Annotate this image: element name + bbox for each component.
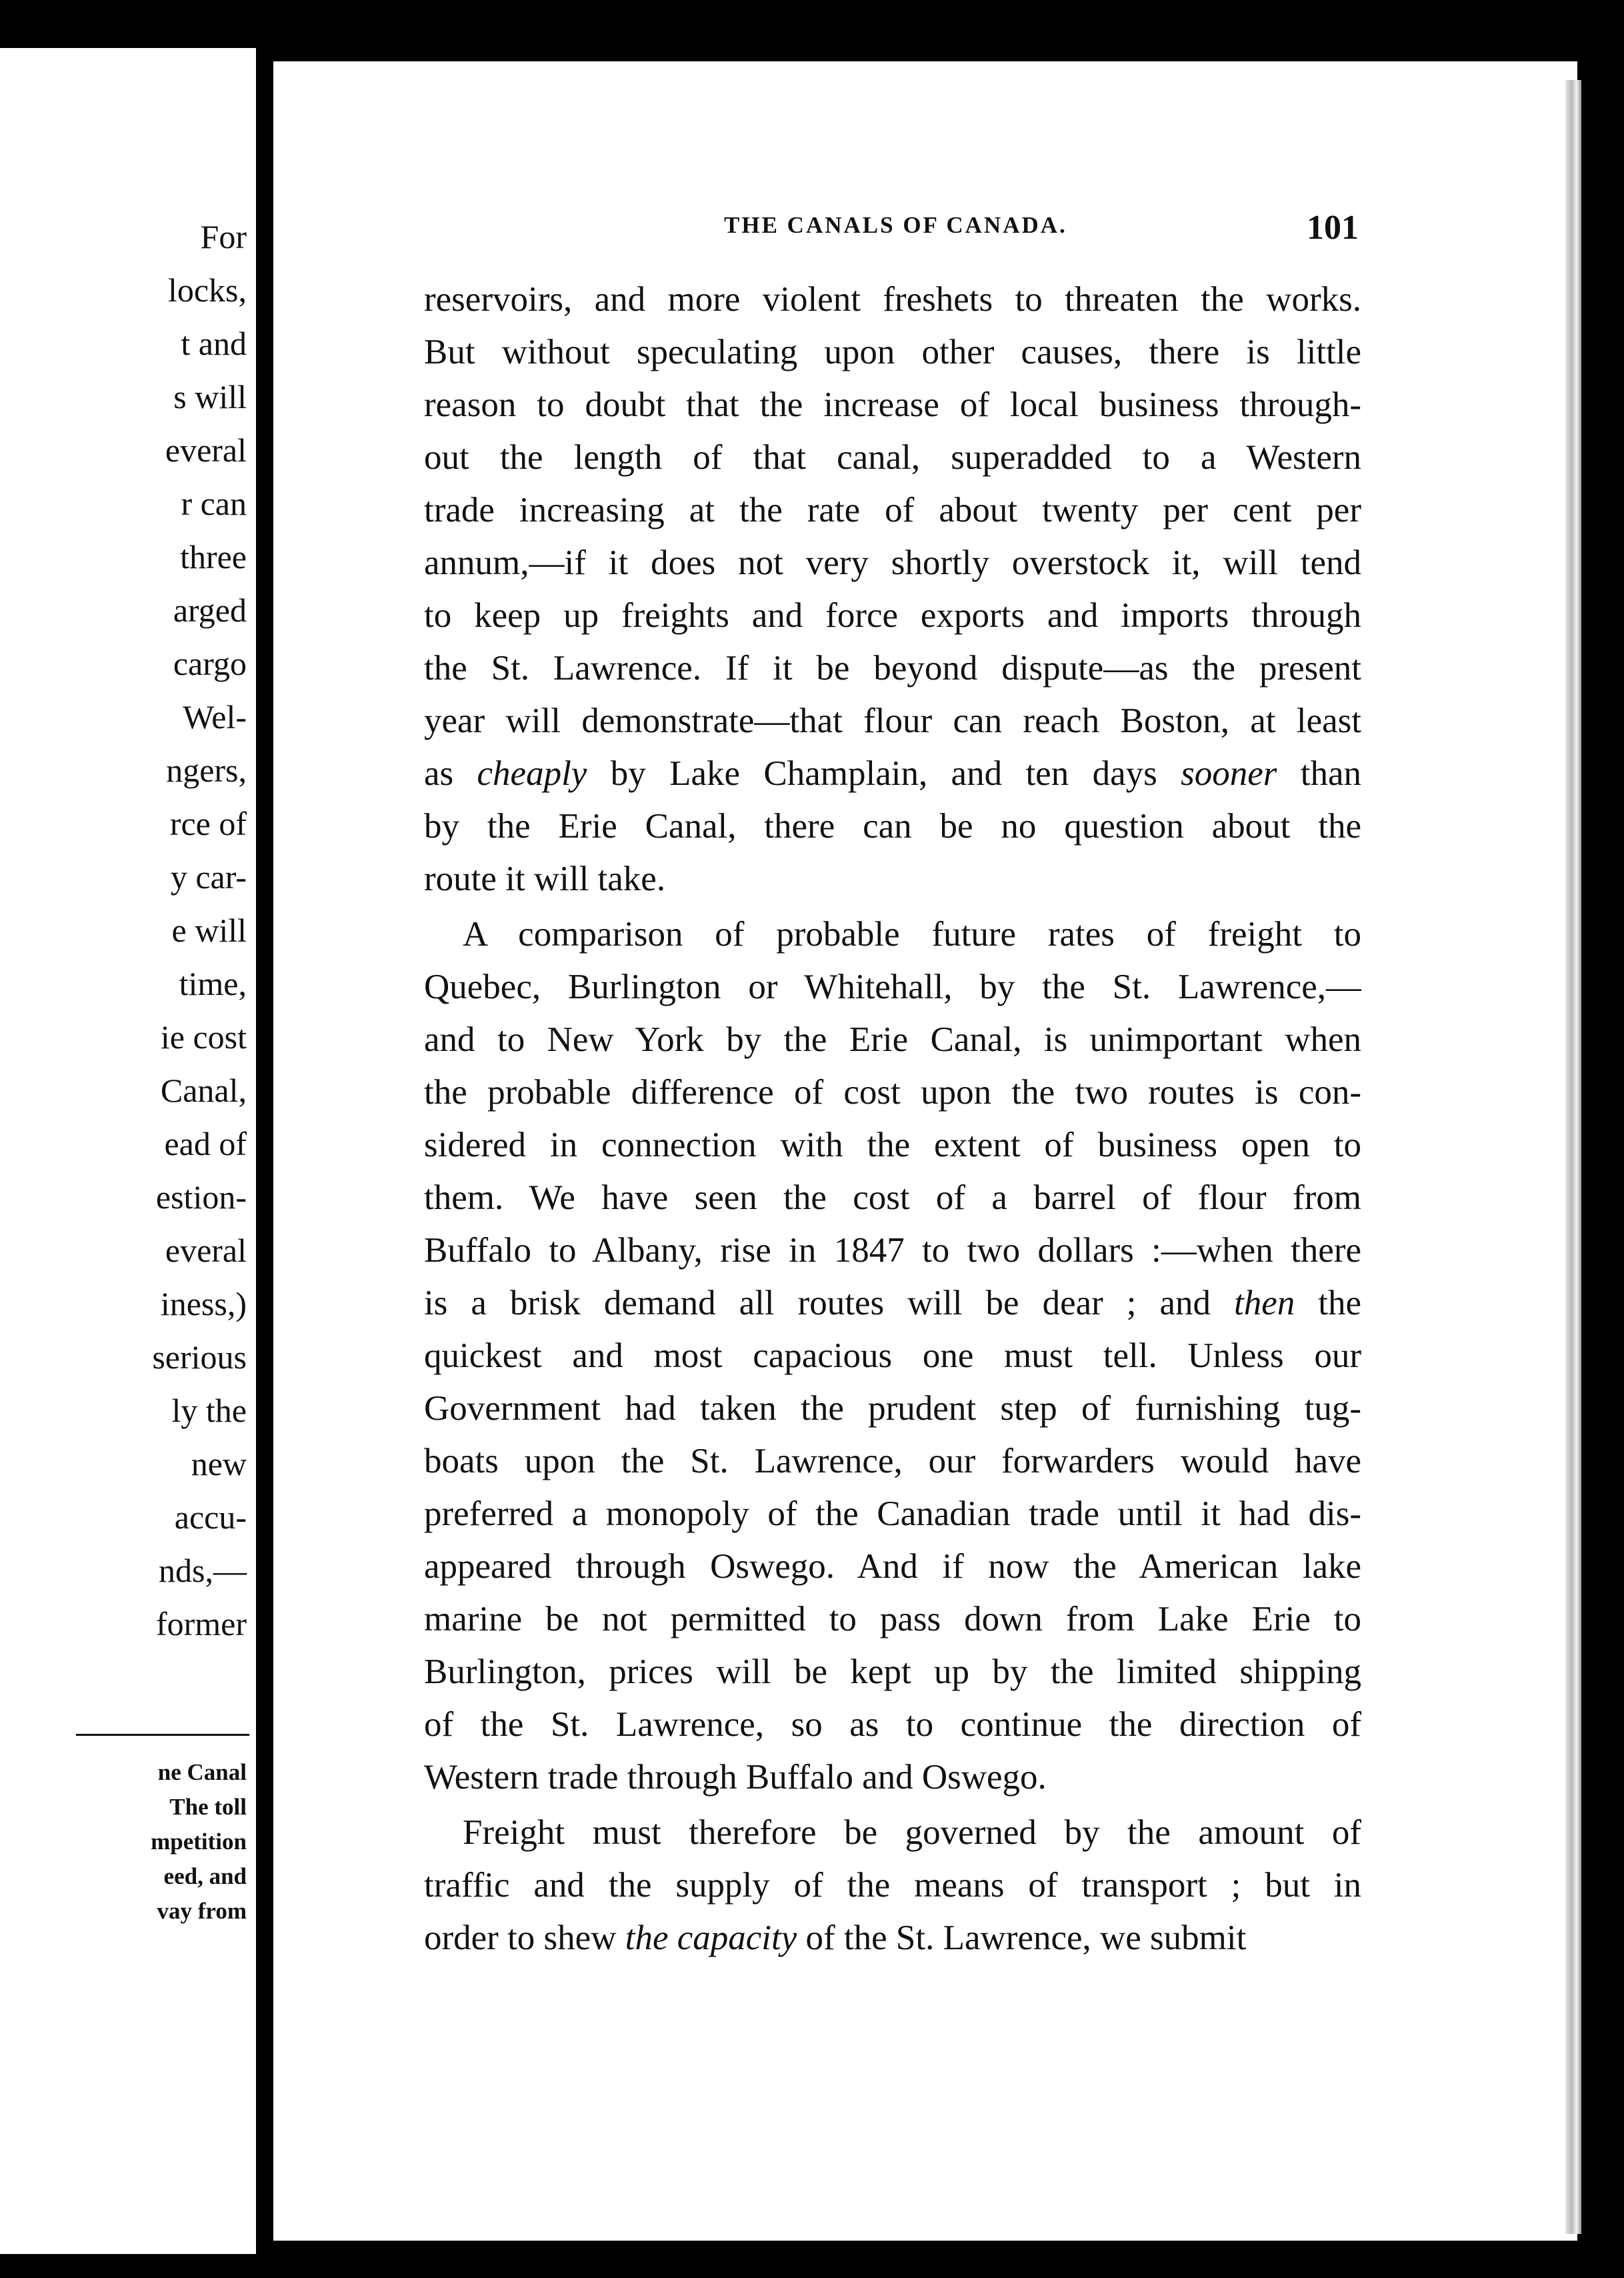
text-line: [424, 1014, 1361, 1066]
text-segment: is a brisk demand all routes will be dear ; and: [424, 1284, 1234, 1322]
text-segment: preferred a monopoly of the Canadian trade until it had dis-: [424, 1494, 1361, 1533]
text-segment: Government had taken the prudent step of furnishing tug-: [424, 1389, 1361, 1428]
text-line: [424, 273, 1361, 326]
text-segment: them. We have seen the cost of a barrel of flour from: [424, 1178, 1361, 1217]
text-line: [424, 537, 1361, 590]
text-segment: the: [1295, 1284, 1361, 1322]
text-line: [424, 1435, 1361, 1488]
left-page-fragment: ngers,: [166, 752, 247, 789]
running-head: THE CANALS OF CANADA.: [724, 212, 1067, 238]
text-segment: by Lake Champlain, and ten days: [587, 754, 1181, 793]
left-page-fragment: e will: [171, 912, 247, 949]
text-segment: and to New York by the Erie Canal, is unimportant when: [424, 1020, 1361, 1059]
italic-text: sooner: [1181, 754, 1277, 793]
left-page-footnote-line: The toll: [169, 1794, 247, 1820]
book-spine-gap: [256, 47, 273, 2261]
text-segment: of the St. Lawrence, so as to continue the direction of: [424, 1705, 1361, 1744]
text-line: [424, 1119, 1361, 1172]
text-segment: But without speculating upon other causes, there is little: [424, 333, 1361, 371]
left-page-footnote-line: vay from: [157, 1898, 247, 1924]
text-line: [424, 1277, 1361, 1330]
text-segment: than: [1277, 754, 1361, 793]
text-segment: trade increasing at the rate of about twenty per cent per: [424, 491, 1361, 529]
italic-text: then: [1234, 1284, 1295, 1322]
left-page-fragment: three: [180, 538, 247, 576]
left-page-fragment: y car-: [170, 858, 247, 896]
text-line: [424, 1224, 1361, 1277]
text-line: [424, 431, 1361, 484]
left-page-fragment: former: [155, 1605, 247, 1642]
left-page-fragment: new: [191, 1445, 247, 1482]
text-line: [424, 1540, 1361, 1593]
text-segment: sidered in connection with the extent of business open to: [424, 1126, 1361, 1164]
text-line: [424, 908, 1361, 961]
left-page-fragment: For: [200, 218, 247, 255]
text-segment: reason to doubt that the increase of local business through-: [424, 385, 1361, 424]
left-facing-page: [0, 48, 256, 2254]
text-segment: marine be not permitted to pass down from Lake Erie to: [424, 1600, 1361, 1638]
text-line: [424, 590, 1361, 642]
left-page-fragment: Canal,: [160, 1072, 247, 1109]
text-line: [424, 748, 1361, 800]
text-line: [424, 379, 1361, 431]
left-page-fragment: r can: [181, 485, 247, 522]
text-line: [424, 1172, 1361, 1224]
text-line: [424, 1807, 1361, 1859]
left-page-fragment: rce of: [169, 805, 247, 842]
left-page-fragment: s will: [173, 378, 247, 415]
text-line: [424, 1698, 1361, 1751]
left-page-fragment: iness,): [160, 1285, 247, 1322]
text-line: [424, 1859, 1361, 1912]
text-line: [424, 1382, 1361, 1435]
text-line: [424, 1646, 1361, 1698]
text-line: [424, 1751, 1361, 1804]
text-segment: appeared through Oswego. And if now the American lake: [424, 1547, 1361, 1586]
text-line: [424, 1488, 1361, 1540]
text-line: [424, 1330, 1361, 1382]
text-line: [424, 1593, 1361, 1646]
left-page-footnote-line: eed, and: [163, 1863, 247, 1889]
left-page-fragment: cargo: [173, 645, 247, 682]
italic-text: the capacity: [625, 1919, 797, 1957]
text-line: [424, 1912, 1361, 1965]
left-page-fragment: ead of: [164, 1125, 247, 1162]
text-segment: traffic and the supply of the means of transport ; but in: [424, 1866, 1361, 1905]
left-page-fragment: everal: [165, 1232, 247, 1269]
text-line: [424, 642, 1361, 695]
text-segment: A comparison of probable future rates of freight to: [463, 915, 1361, 954]
left-page-fragment: accu-: [174, 1498, 247, 1536]
text-segment: Buffalo to Albany, rise in 1847 to two dollars :—when there: [424, 1231, 1361, 1270]
text-line: [424, 800, 1361, 853]
text-segment: the St. Lawrence. If it be beyond dispute—as the present: [424, 649, 1361, 688]
left-page-footnote-line: mpetition: [151, 1829, 247, 1855]
body-text: [424, 273, 1361, 1965]
text-segment: reservoirs, and more violent freshets to threaten the works.: [424, 280, 1361, 319]
text-segment: Freight must therefore be governed by the amount of: [463, 1813, 1361, 1852]
footnote-rule: [76, 1734, 249, 1736]
text-segment: Burlington, prices will be kept up by the limited shipping: [424, 1652, 1361, 1691]
left-page-fragment: arged: [173, 592, 247, 629]
text-line: [424, 961, 1361, 1014]
left-page-fragment: ie cost: [160, 1018, 247, 1056]
text-segment: order to shew: [424, 1919, 625, 1957]
left-page-fragment: locks,: [167, 271, 247, 309]
left-page-fragment: time,: [179, 965, 247, 1002]
text-segment: quickest and most capacious one must tell. Unless our: [424, 1336, 1361, 1375]
text-segment: of the St. Lawrence, we submit: [797, 1919, 1247, 1957]
text-segment: Western trade through Buffalo and Oswego.: [424, 1758, 1047, 1797]
left-page-fragment: t and: [181, 325, 247, 362]
text-line: [424, 484, 1361, 537]
text-line: [424, 695, 1361, 748]
text-segment: to keep up freights and force exports and imports through: [424, 596, 1361, 635]
text-segment: as: [424, 754, 477, 793]
left-page-fragment: nds,—: [159, 1552, 247, 1589]
text-line: [424, 853, 1361, 906]
text-segment: Quebec, Burlington or Whitehall, by the St. Lawrence,—: [424, 968, 1361, 1006]
text-segment: annum,—if it does not very shortly overstock it, will tend: [424, 543, 1361, 582]
text-segment: by the Erie Canal, there can be no question about the: [424, 807, 1361, 846]
page-edge: [1565, 80, 1581, 2234]
text-segment: the probable difference of cost upon the two routes is con-: [424, 1073, 1361, 1112]
left-page-footnote-line: ne Canal: [157, 1759, 247, 1785]
left-page-fragment: serious: [152, 1338, 247, 1376]
text-segment: year will demonstrate—that flour can reach Boston, at least: [424, 702, 1361, 740]
text-line: [424, 326, 1361, 379]
text-segment: route it will take.: [424, 860, 666, 898]
page-number: 101: [1307, 209, 1359, 247]
text-segment: out the length of that canal, superadded to a Western: [424, 438, 1361, 477]
text-line: [424, 1066, 1361, 1119]
italic-text: cheaply: [477, 754, 587, 793]
text-segment: boats upon the St. Lawrence, our forwarders would have: [424, 1442, 1361, 1480]
left-page-fragment: ly the: [171, 1392, 247, 1429]
left-page-fragment: Wel-: [183, 698, 247, 736]
left-page-fragment: everal: [165, 431, 247, 469]
left-page-fragment: estion-: [155, 1178, 247, 1216]
